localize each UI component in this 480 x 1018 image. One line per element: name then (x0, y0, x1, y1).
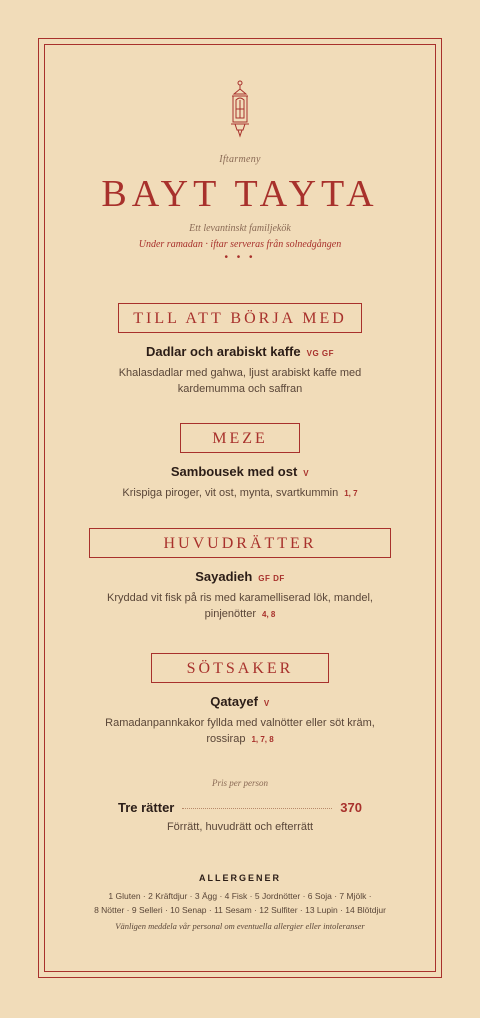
section-desserts (44, 653, 436, 748)
dish-item (44, 343, 436, 397)
dish-name: Qatayef (210, 694, 258, 709)
price-note: Pris per person (212, 778, 268, 788)
dish-name: Sayadieh (195, 569, 253, 584)
dish-tags: V (263, 699, 270, 708)
section-mains (44, 528, 436, 623)
menu-eyebrow: Iftarmeny (219, 154, 261, 165)
dish-allergens: 4, 8 (262, 610, 276, 619)
dish-description (95, 590, 385, 623)
dotted-leader (182, 807, 332, 809)
dish-description (80, 485, 400, 502)
dish-tags: VG GF (306, 349, 334, 358)
allergen-title: ALLERGENER (198, 873, 281, 883)
allergen-note: Vänligen meddela vår personal om eventuella allergier eller intoleranser (115, 921, 365, 931)
section-starters (44, 303, 436, 397)
section-heading: TILL ATT BÖRJA MED (118, 303, 362, 333)
price-label: Tre rätter (118, 800, 175, 815)
price-value: 370 (340, 800, 362, 815)
dish-allergens: 1, 7 (344, 489, 358, 498)
section-heading: HUVUDRÄTTER (89, 528, 391, 558)
dish-description-text: Krispiga piroger, vit ost, mynta, svartkummin (122, 487, 339, 499)
dish-description (115, 365, 365, 397)
dish-item (44, 463, 436, 502)
section-meze (44, 423, 436, 502)
dish-tags: V (303, 469, 310, 478)
dish-item (44, 693, 436, 748)
dish-name: Dadlar och arabiskt kaffe (145, 344, 301, 359)
dish-description-text: Kryddad vit fisk på ris med karamelliserad lök, mandel, pinjenötter (107, 592, 373, 620)
dish-item (44, 568, 436, 623)
section-heading: SÖTSAKER (151, 653, 329, 683)
ramadan-note: Under ramadan · iftar serveras från solnedgången (138, 239, 342, 250)
dish-allergens: 1, 7, 8 (251, 735, 274, 744)
allergen-list (75, 889, 405, 917)
price-row (118, 800, 362, 815)
restaurant-subtitle: Ett levantinskt familjekök (189, 223, 291, 234)
dish-tags: GF DF (258, 574, 285, 583)
price-description: Förrätt, huvudrätt och efterrätt (166, 821, 314, 833)
dish-description-text: Khalasdadlar med gahwa, ljust arabiskt kaffe med kardemumma och saffran (118, 367, 362, 395)
restaurant-title: BAYT TAYTA (101, 173, 379, 215)
dish-name: Sambousek med ost (170, 464, 298, 479)
dish-description-text: Ramadanpannkakor fyllda med valnötter eller söt kräm, rossirap (105, 717, 375, 745)
divider-dots: • • • (224, 252, 256, 263)
dish-description (90, 715, 390, 748)
lantern-icon (227, 80, 253, 140)
allergen-line: 8 Nötter · 9 Selleri · 10 Senap · 11 Sesam · 12 Sulfiter · 13 Lupin · 14 Blötdjur (94, 905, 386, 915)
menu-content (44, 44, 436, 931)
section-heading: MEZE (180, 423, 300, 453)
allergen-line: 1 Gluten · 2 Kräftdjur · 3 Ägg · 4 Fisk · 5 Jordnötter · 6 Soja · 7 Mjölk · (108, 891, 372, 901)
